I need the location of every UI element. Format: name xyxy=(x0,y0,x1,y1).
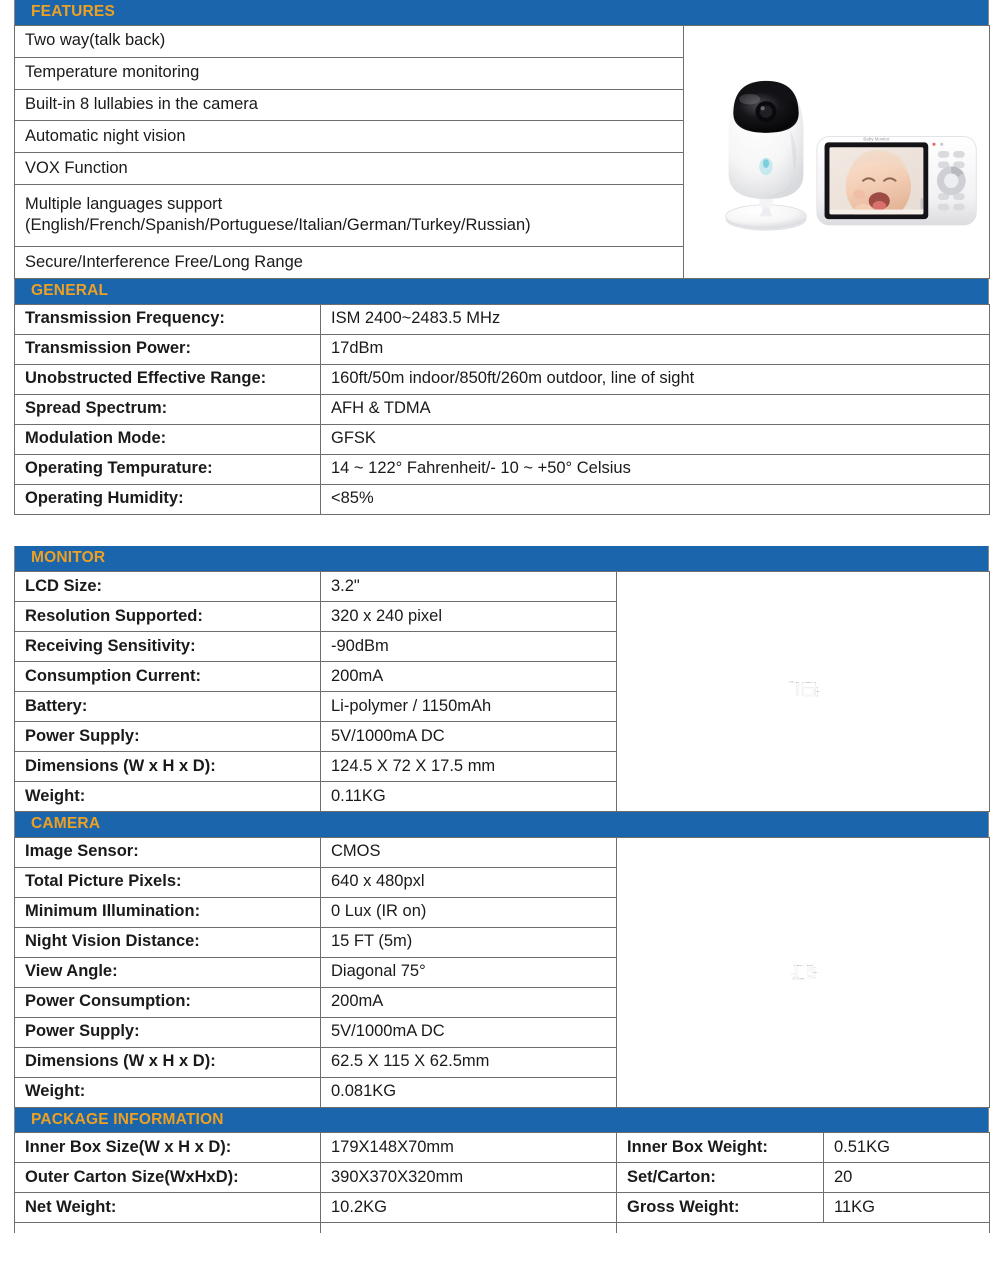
package-label-b-1: Inner Box Weight: xyxy=(617,1133,824,1163)
general-value-6: 14 ~ 122° Fahrenheit/- 10 ~ +50° Celsius xyxy=(321,454,990,484)
package-value-a-1: 179X148X70mm xyxy=(321,1133,617,1163)
monitor-label-2: Resolution Supported: xyxy=(15,601,321,631)
package-label-a-2: Outer Carton Size(WxHxD): xyxy=(15,1163,321,1193)
monitor-label-4: Consumption Current: xyxy=(15,661,321,691)
general-value-4: AFH & TDMA xyxy=(321,394,990,424)
camera-value-8: 62.5 X 115 X 62.5mm xyxy=(321,1047,617,1077)
camera-front-view xyxy=(807,964,817,978)
monitor-drawing-cell xyxy=(617,571,990,811)
table-row xyxy=(15,1133,990,1163)
table-row xyxy=(15,1163,990,1193)
feature-item-1: Two way(talk back) xyxy=(15,25,684,57)
package-spacer-d xyxy=(824,1223,990,1233)
camera-table xyxy=(14,837,990,1108)
table-row xyxy=(15,1193,990,1223)
camera-label-5: View Angle: xyxy=(15,957,321,987)
monitor-label-8: Weight: xyxy=(15,781,321,811)
monitor-front-view xyxy=(802,681,819,696)
svg-text:Baby Monitor: Baby Monitor xyxy=(863,136,890,142)
general-value-1: ISM 2400~2483.5 MHz xyxy=(321,304,990,334)
monitor-value-2: 320 x 240 pixel xyxy=(321,601,617,631)
package-label-a-1: Inner Box Size(W x H x D): xyxy=(15,1133,321,1163)
camera-value-3: 0 Lux (IR on) xyxy=(321,897,617,927)
general-value-5: GFSK xyxy=(321,424,990,454)
general-label-7: Operating Humidity: xyxy=(15,484,321,514)
camera-dim-front-height: 115.0mm xyxy=(813,972,818,974)
general-value-7: <85% xyxy=(321,484,990,514)
camera-label-1: Image Sensor: xyxy=(15,837,321,867)
table-row xyxy=(15,837,990,867)
package-spacer-a xyxy=(15,1223,321,1233)
section-header-monitor: MONITOR xyxy=(14,546,989,571)
feature-languages-list: (English/French/Spanish/Portuguese/Italian/German/Turkey/Russian) xyxy=(25,216,531,235)
section-header-general: GENERAL xyxy=(14,279,989,304)
camera-label-3: Minimum Illumination: xyxy=(15,897,321,927)
camera-label-2: Total Picture Pixels: xyxy=(15,867,321,897)
monitor-value-5: Li-polymer / 1150mAh xyxy=(321,691,617,721)
camera-photo-graphic xyxy=(726,81,807,231)
camera-dimension-drawing xyxy=(627,961,982,983)
product-photo xyxy=(694,29,982,274)
features-table xyxy=(14,25,990,279)
monitor-table xyxy=(14,571,990,812)
monitor-photo-graphic xyxy=(817,137,976,225)
monitor-dimension-drawing xyxy=(627,680,982,702)
camera-value-2: 640 x 480pxl xyxy=(321,867,617,897)
feature-item-5: VOX Function xyxy=(15,153,684,185)
general-table xyxy=(14,304,990,515)
camera-label-4: Night Vision Distance: xyxy=(15,927,321,957)
general-label-3: Unobstructed Effective Range: xyxy=(15,364,321,394)
general-label-5: Modulation Mode: xyxy=(15,424,321,454)
section-header-camera: CAMERA xyxy=(14,812,989,837)
package-value-b-2: 20 xyxy=(824,1163,990,1193)
table-row xyxy=(15,484,990,514)
monitor-dim-width: 124.5mm xyxy=(806,682,811,684)
camera-dim-front-width: 61.8mm xyxy=(807,964,812,966)
package-table xyxy=(14,1132,990,1233)
monitor-label-5: Battery: xyxy=(15,691,321,721)
camera-value-7: 5V/1000mA DC xyxy=(321,1017,617,1047)
camera-value-1: CMOS xyxy=(321,837,617,867)
general-label-1: Transmission Frequency: xyxy=(15,304,321,334)
general-value-3: 160ft/50m indoor/850ft/260m outdoor, line of sight xyxy=(321,364,990,394)
table-row xyxy=(15,304,990,334)
table-row xyxy=(15,454,990,484)
feature-languages-title: Multiple languages support xyxy=(25,195,223,214)
package-label-b-2: Set/Carton: xyxy=(617,1163,824,1193)
monitor-label-1: LCD Size: xyxy=(15,571,321,601)
monitor-label-6: Power Supply: xyxy=(15,721,321,751)
package-spacer-b xyxy=(321,1223,617,1233)
monitor-camera-package-block xyxy=(14,546,989,1233)
package-value-a-2: 390X370X320mm xyxy=(321,1163,617,1193)
general-label-2: Transmission Power: xyxy=(15,334,321,364)
general-value-2: 17dBm xyxy=(321,334,990,364)
table-row xyxy=(15,571,990,601)
feature-item-2: Temperature monitoring xyxy=(15,57,684,89)
camera-value-9: 0.081KG xyxy=(321,1077,617,1107)
monitor-dim-height: 72mm xyxy=(816,692,820,694)
package-value-a-3: 10.2KG xyxy=(321,1193,617,1223)
monitor-value-3: -90dBm xyxy=(321,631,617,661)
camera-label-6: Power Consumption: xyxy=(15,987,321,1017)
features-general-block xyxy=(14,0,989,515)
feature-item-3: Built-in 8 lullabies in the camera xyxy=(15,89,684,121)
section-header-features: FEATURES xyxy=(14,0,989,25)
package-spacer-c xyxy=(617,1223,824,1233)
camera-drawing-cell xyxy=(617,837,990,1107)
monitor-value-1: 3.2" xyxy=(321,571,617,601)
general-label-6: Operating Tempurature: xyxy=(15,454,321,484)
section-header-package: PACKAGE INFORMATION xyxy=(14,1108,989,1133)
monitor-value-6: 5V/1000mA DC xyxy=(321,721,617,751)
camera-label-7: Power Supply: xyxy=(15,1017,321,1047)
product-photo-cell xyxy=(684,25,990,278)
table-row xyxy=(15,25,990,57)
monitor-label-3: Receiving Sensitivity: xyxy=(15,631,321,661)
table-row xyxy=(15,334,990,364)
camera-side-view xyxy=(791,964,807,980)
package-label-a-3: Net Weight: xyxy=(15,1193,321,1223)
feature-item-4: Automatic night vision xyxy=(15,121,684,153)
package-label-b-3: Gross Weight: xyxy=(617,1193,824,1223)
camera-dim-base-diameter: ⌵62.5mm xyxy=(799,978,804,980)
camera-label-9: Weight: xyxy=(15,1077,321,1107)
monitor-value-7: 124.5 X 72 X 17.5 mm xyxy=(321,751,617,781)
monitor-label-7: Dimensions (W x H x D): xyxy=(15,751,321,781)
camera-value-4: 15 FT (5m) xyxy=(321,927,617,957)
camera-value-6: 200mA xyxy=(321,987,617,1017)
camera-dim-side-width: 39.7mm xyxy=(797,964,802,966)
feature-item-6 xyxy=(15,185,684,247)
monitor-side-view xyxy=(789,681,799,696)
general-label-4: Spread Spectrum: xyxy=(15,394,321,424)
monitor-value-4: 200mA xyxy=(321,661,617,691)
package-value-b-3: 11KG xyxy=(824,1193,990,1223)
table-row xyxy=(15,364,990,394)
monitor-dim-depth: 17.5mm xyxy=(789,681,794,683)
package-value-b-1: 0.51KG xyxy=(824,1133,990,1163)
camera-value-5: Diagonal 75° xyxy=(321,957,617,987)
monitor-value-8: 0.11KG xyxy=(321,781,617,811)
feature-item-7: Secure/Interference Free/Long Range xyxy=(15,246,684,278)
camera-label-8: Dimensions (W x H x D): xyxy=(15,1047,321,1077)
table-row xyxy=(15,424,990,454)
product-photo-svg xyxy=(694,36,982,266)
table-row xyxy=(15,394,990,424)
table-row-spacer xyxy=(15,1223,990,1233)
